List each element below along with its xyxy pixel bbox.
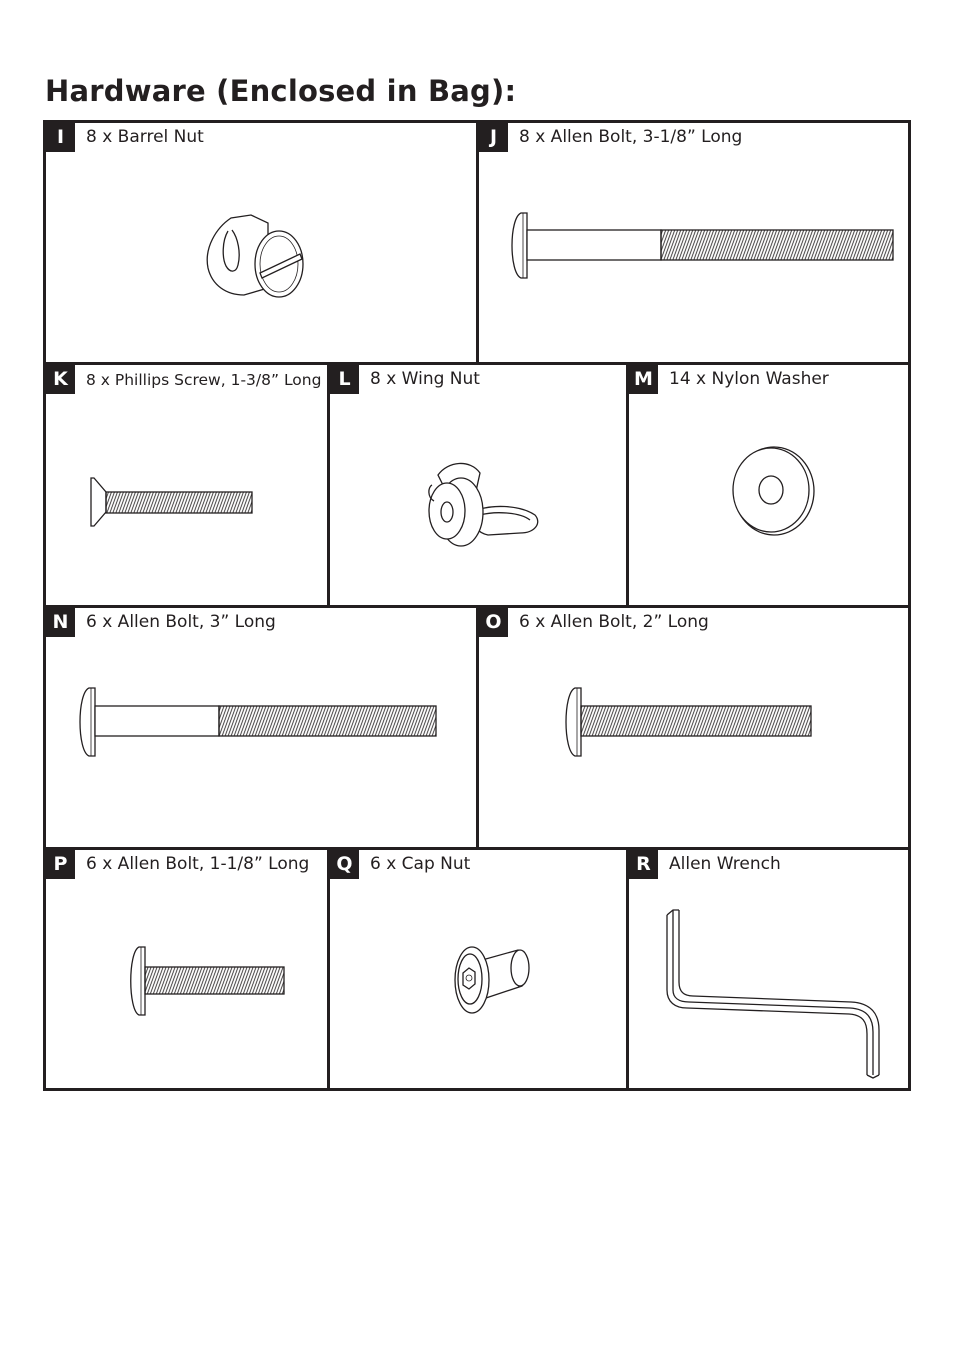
- part-cell-k: [46, 365, 327, 605]
- part-cell-q: [330, 850, 626, 1088]
- hardware-grid: [43, 120, 911, 1091]
- part-letter-badge: O: [479, 608, 508, 637]
- part-label: 14 x Nylon Washer: [669, 369, 829, 389]
- part-label: 6 x Cap Nut: [370, 854, 471, 874]
- part-letter-badge: M: [629, 365, 658, 394]
- part-letter-badge: K: [46, 365, 75, 394]
- part-label: 8 x Phillips Screw, 1-3/8” Long: [86, 371, 322, 389]
- part-letter-badge: I: [46, 123, 75, 152]
- phillips-screw-icon: [46, 365, 327, 605]
- barrel-nut-icon: [46, 123, 476, 362]
- part-cell-l: [330, 365, 626, 605]
- part-letter-badge: Q: [330, 850, 359, 879]
- nylon-washer-icon: [629, 365, 908, 605]
- allen-bolt-icon: [46, 850, 327, 1088]
- wing-nut-icon: [330, 365, 626, 605]
- cap-nut-icon: [330, 850, 626, 1088]
- part-letter-badge: J: [479, 123, 508, 152]
- part-label: 8 x Wing Nut: [370, 369, 480, 389]
- allen-bolt-icon: [479, 123, 908, 362]
- part-cell-o: [479, 608, 908, 847]
- part-letter-badge: P: [46, 850, 75, 879]
- part-letter-badge: N: [46, 608, 75, 637]
- part-label: 6 x Allen Bolt, 2” Long: [519, 612, 709, 632]
- part-cell-i: [46, 123, 476, 362]
- allen-bolt-icon: [46, 608, 476, 847]
- page-title: Hardware (Enclosed in Bag):: [45, 74, 517, 108]
- part-label: 8 x Barrel Nut: [86, 127, 204, 147]
- part-cell-p: [46, 850, 327, 1088]
- part-label: 6 x Allen Bolt, 1-1/8” Long: [86, 854, 310, 874]
- part-cell-n: [46, 608, 476, 847]
- allen-bolt-icon: [479, 608, 908, 847]
- part-label: Allen Wrench: [669, 854, 781, 874]
- part-cell-j: [479, 123, 908, 362]
- part-cell-r: [629, 850, 908, 1088]
- part-cell-m: [629, 365, 908, 605]
- allen-wrench-icon: [629, 850, 908, 1088]
- part-letter-badge: L: [330, 365, 359, 394]
- part-label: 6 x Allen Bolt, 3” Long: [86, 612, 276, 632]
- part-label: 8 x Allen Bolt, 3-1/8” Long: [519, 127, 743, 147]
- part-letter-badge: R: [629, 850, 658, 879]
